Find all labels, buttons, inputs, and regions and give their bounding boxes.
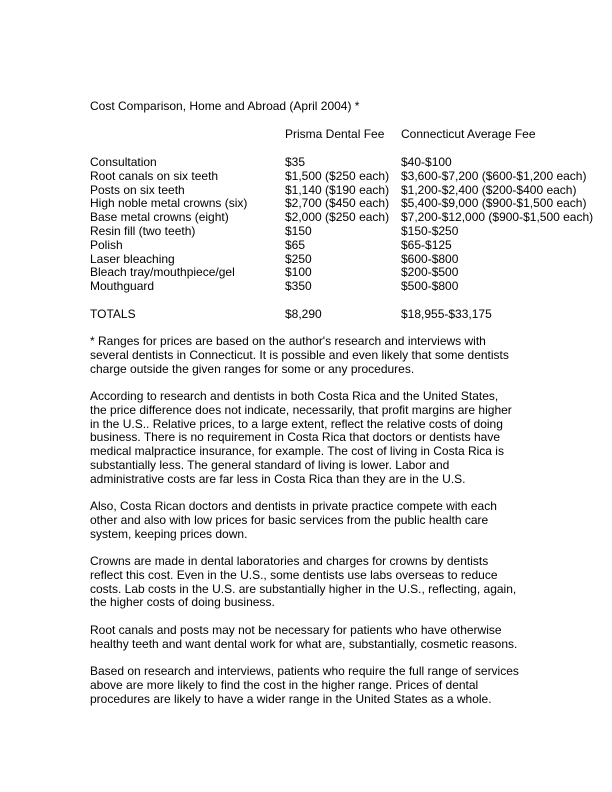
prisma-fee-cell: $100 [285,265,312,280]
cost-table [90,155,610,293]
text-line: healthy teeth and want dental work for what are, substantially, cosmetic reasons. [90,636,518,651]
prisma-fee-cell: $1,500 ($250 each) [285,168,390,183]
connecticut-fee-cell: $1,200-$2,400 ($200-$400 each) [401,182,577,197]
procedure-cell: Posts on six teeth [90,182,185,197]
connecticut-fee-cell: $600-$800 [401,251,459,266]
body-paragraph [90,624,530,652]
text-line: substantially less. The general standard of living is lower. Labor and [90,457,450,472]
totals-prisma: $8,290 [285,307,322,321]
procedure-cell: Resin fill (two teeth) [90,223,196,238]
body-paragraph [90,500,530,541]
table-row [90,279,610,293]
text-line: charge outside the given ranges for some or any procedures. [90,361,415,376]
prisma-fee-cell: $150 [285,223,312,238]
table-row [90,210,610,224]
procedure-cell: Base metal crowns (eight) [90,210,229,225]
totals-label: TOTALS [90,307,136,321]
text-line: Root canals and posts may not be necessary for patients who have otherwise [90,623,502,637]
table-row [90,183,610,197]
text-line: According to research and dentists in both Costa Rica and the United States, [90,389,499,403]
body-paragraph [90,665,530,706]
page-title: Cost Comparison, Home and Abroad (April 2004) * [90,99,360,113]
table-row [90,224,610,238]
text-line: administrative costs are far less in Costa Rica than they are in the U.S. [90,471,466,486]
table-row [90,196,610,210]
procedure-cell: Root canals on six teeth [90,168,219,183]
text-line: in the U.S.. Relative prices, to a large extent, reflect the relative costs of doing [90,416,503,431]
text-line: above are more likely to find the cost in the higher range. Prices of dental [90,677,479,692]
connecticut-fee-cell: $200-$500 [401,265,459,280]
text-line: the higher costs of doing business. [90,595,275,610]
table-row [90,265,610,279]
text-line: procedures are likely to have a wider range in the United States as a whole. [90,691,492,706]
table-row [90,238,610,252]
connecticut-fee-cell: $3,600-$7,200 ($600-$1,200 each) [401,168,587,183]
connecticut-fee-cell: $150-$250 [401,223,459,238]
prisma-fee-cell: $1,140 ($190 each) [285,182,390,197]
prisma-fee-cell: $250 [285,251,312,266]
footnote-paragraph [90,335,530,376]
text-line: system, keeping prices down. [90,526,248,541]
prisma-fee-cell: $2,700 ($450 each) [285,196,390,211]
prisma-fee-cell: $350 [285,279,312,294]
text-line: * Ranges for prices are based on the author's research and interviews with [90,334,486,348]
text-line: costs. Lab costs in the U.S. are substantially higher in the U.S., reflecting, again, [90,581,517,596]
procedure-cell: High noble metal crowns (six) [90,196,248,211]
connecticut-fee-cell: $65-$125 [401,237,452,252]
procedure-cell: Mouthguard [90,279,155,294]
column-header-connecticut: Connecticut Average Fee [401,127,536,141]
text-line: other and also with low prices for basic services from the public health care [90,512,489,527]
connecticut-fee-cell: $5,400-$9,000 ($900-$1,500 each) [401,196,587,211]
body-paragraph [90,555,530,610]
procedure-cell: Polish [90,237,123,252]
text-line: medical malpractice insurance, for example. The cost of living in Costa Rica is [90,444,504,459]
procedure-cell: Bleach tray/mouthpiece/gel [90,265,235,280]
column-header-prisma: Prisma Dental Fee [285,127,385,141]
text-line: Also, Costa Rican doctors and dentists in private practice compete with each [90,499,497,513]
text-line: reflect this cost. Even in the U.S., some dentists use labs overseas to reduce [90,567,498,582]
procedure-cell: Laser bleaching [90,251,175,266]
text-line: several dentists in Connecticut. It is possible and even likely that some dentists [90,347,509,362]
text-line: business. There is no requirement in Costa Rica that doctors or dentists have [90,430,500,445]
procedure-cell: Consultation [90,155,157,169]
connecticut-fee-cell: $500-$800 [401,279,459,294]
text-line: Crowns are made in dental laboratories and charges for crowns by dentists [90,554,489,568]
table-row [90,155,610,169]
table-row [90,169,610,183]
connecticut-fee-cell: $7,200-$12,000 ($900-$1,500 each) [401,210,594,225]
prisma-fee-cell: $2,000 ($250 each) [285,210,390,225]
body-paragraph [90,390,530,487]
text-line: the price difference does not indicate, necessarily, that profit margins are higher [90,402,512,417]
table-row [90,252,610,266]
prisma-fee-cell: $35 [285,155,306,169]
prisma-fee-cell: $65 [285,237,306,252]
totals-connecticut: $18,955-$33,175 [401,307,492,321]
connecticut-fee-cell: $40-$100 [401,155,452,169]
text-line: Based on research and interviews, patients who require the full range of services [90,664,519,678]
totals-row [90,307,610,321]
